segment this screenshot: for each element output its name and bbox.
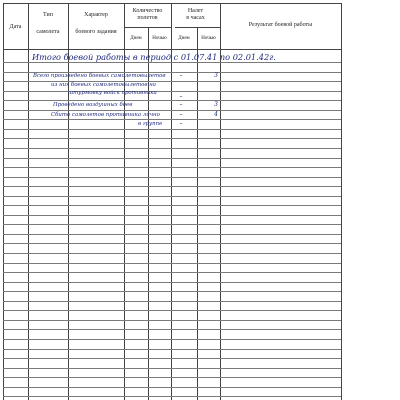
column-border-right: [341, 3, 342, 400]
table-row-line: [3, 205, 341, 206]
table-row-line: [3, 339, 341, 340]
entry-group-dash: –: [179, 120, 183, 127]
entry-shot-down-line2: в группе: [138, 121, 163, 127]
header-flight-line1: Налет: [187, 8, 204, 14]
table-row-line: [3, 167, 341, 168]
header-type-line1: Тип: [43, 12, 53, 18]
table-row-line: [3, 291, 341, 292]
entry-shot-down-value: 4: [214, 111, 218, 118]
header-mission-line1: Характер: [84, 12, 108, 18]
header-sorties-day: Днем: [130, 36, 142, 41]
entry-air-battles-dash: –: [179, 101, 183, 108]
header-mission-line2: боевого задания: [75, 29, 117, 35]
table-row-line: [3, 282, 341, 283]
entry-of-them-line1: из них боевых самолетовылетов на: [51, 82, 156, 88]
table-row-line: [3, 91, 341, 92]
entry-of-them-line2: штурмовку войск противника: [68, 90, 157, 96]
entry-total-sorties-dash: –: [179, 72, 183, 79]
table-row-line: [3, 253, 341, 254]
summary-title: Итого боевой работы в период с 01.07.41 по 02.01.42г.: [32, 52, 276, 62]
header-type-line2: самолета: [36, 29, 60, 35]
table-row-line: [3, 387, 341, 388]
entry-of-them-dash: –: [179, 93, 183, 100]
table-row-line: [3, 368, 341, 369]
table-row-line: [3, 196, 341, 197]
table-row-line: [3, 310, 341, 311]
table-row-line: [3, 396, 341, 397]
table-row-line: [3, 186, 341, 187]
header-sorties-night: Ночью: [152, 36, 167, 41]
entry-air-battles-value: 3: [214, 101, 218, 108]
table-row-line: [3, 349, 341, 350]
header-date: Дата: [9, 24, 22, 30]
table-row-line: [3, 358, 341, 359]
entry-total-sorties: Всего произведено боевых самолетовылетов: [33, 73, 166, 79]
table-row-line: [3, 301, 341, 302]
table-row-line: [3, 224, 341, 225]
table-row-line: [3, 62, 341, 63]
table-row-line: [3, 158, 341, 159]
header-sorties-line1: Количество: [132, 8, 163, 14]
header-flight-day: Днем: [178, 36, 190, 41]
header-flight-night: Ночью: [201, 36, 216, 41]
table-row-line: [3, 272, 341, 273]
column-border-flight-day-night: [197, 27, 198, 400]
table-top-border: [3, 3, 341, 4]
table-row-line: [3, 177, 341, 178]
entry-shot-down-dash: –: [179, 111, 183, 118]
table-row-line: [3, 377, 341, 378]
header-sorties-line2: полетов: [137, 15, 158, 21]
entry-air-battles: Проведено воздушных боев: [53, 102, 133, 108]
entry-total-sorties-value: 3: [214, 72, 218, 79]
header-bottom-border: [3, 49, 341, 50]
header-result: Результат боевой работы: [248, 22, 313, 28]
table-row-line: [3, 138, 341, 139]
entry-shot-down-line1: Сбито самолетов противника лично: [51, 112, 160, 118]
table-row-line: [3, 329, 341, 330]
header-flight-line2: в часах: [186, 15, 205, 21]
table-row-line: [3, 215, 341, 216]
table-row-line: [3, 263, 341, 264]
table-row-line: [3, 234, 341, 235]
table-row-line: [3, 148, 341, 149]
table-row-line: [3, 320, 341, 321]
table-row-line: [3, 243, 341, 244]
table-row-line: [3, 129, 341, 130]
